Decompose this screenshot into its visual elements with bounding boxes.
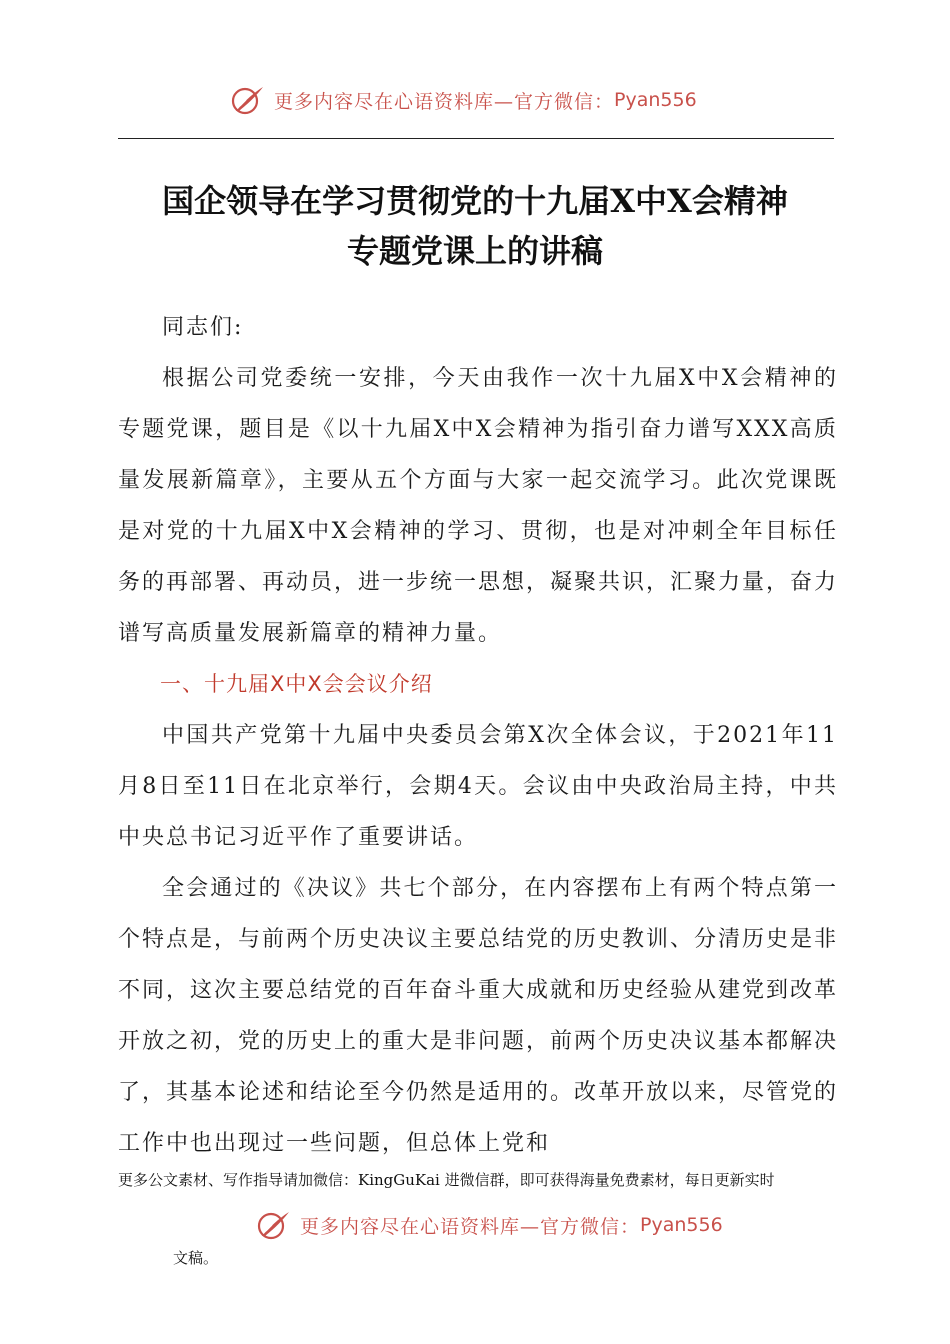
greeting: 同志们:: [162, 315, 244, 340]
watermark-top: [230, 84, 697, 116]
watermark-handle: Pyan556: [614, 89, 697, 111]
title-line-2: 专题党课上的讲稿: [346, 232, 603, 270]
paragraph: 全会通过的《决议》共七个部分，在内容摆布上有两个特点第一个特点是，与前两个历史决议主要总结党的历史教训、分清历史是非不同，这次主要总结党的百年奋斗重大成就和历史经验从建党到改革开放之初，党的历史上的重大是非问题，前两个历史决议基本都解决了，其基本论述和结论至今仍然是适用的。改革开放以来，尽管党的工作中也出现过一些问题，但总体上党和: [118, 876, 839, 1156]
paragraph: 根据公司党委统一安排，今天由我作一次十九届X中X会精神的专题党课，题目是《以十九届X中X会精神为指引奋力谱写XXX高质量发展新篇章》，主要从五个方面与大家一起交流学习。此次党课既是对党的十九届X中X会精神的学习、贯彻，也是对冲刺全年目标任务的再部署、再动员，进一步统一思想，凝聚共识，汇聚力量，奋力谱写高质量发展新篇章的精神力量。: [118, 366, 839, 646]
footer-note-end: 文稿。: [173, 1249, 219, 1267]
watermark-text: 更多内容尽在心语资料库—官方微信：: [274, 90, 615, 113]
watermark-bottom: [256, 1209, 723, 1241]
header-divider: [118, 138, 834, 139]
watermark-handle: Pyan556: [640, 1214, 723, 1236]
paragraph: 中国共产党第十九届中央委员会第X次全体会议，于2021年11月8日至11日在北京举行，会期4天。会议由中央政治局主持，中共中央总书记习近平作了重要讲话。: [118, 723, 838, 850]
page-title: [100, 176, 850, 276]
document-body: [118, 302, 838, 1169]
quill-logo-icon: [256, 1209, 292, 1241]
watermark-text: 更多内容尽在心语资料库—官方微信：: [300, 1215, 641, 1238]
footer-note: 更多公文素材、写作指导请加微信：KingGuKai 进微信群，即可获得海量免费素材，每日更新实时: [118, 1171, 775, 1189]
section-heading: 一、十九届X中X会会议介绍: [160, 672, 433, 696]
title-line-1: 国企领导在学习贯彻党的十九届X中X会精神: [162, 182, 788, 220]
quill-logo-icon: [230, 84, 266, 116]
